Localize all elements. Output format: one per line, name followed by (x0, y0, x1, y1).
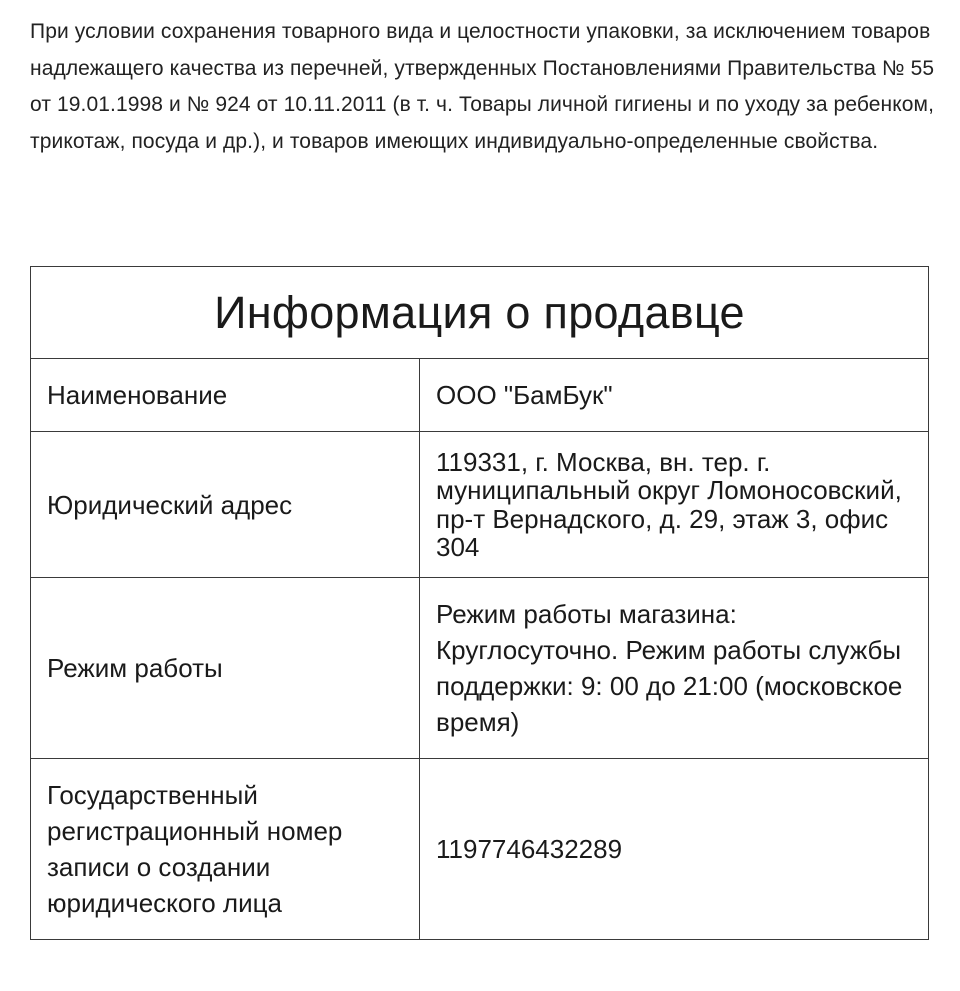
registration-number-label: Государственный регистрационный номер записи о создании юридического лица (31, 759, 420, 940)
working-hours-label: Режим работы (31, 578, 420, 759)
name-value: ООО "БамБук" (420, 359, 929, 432)
name-label: Наименование (31, 359, 420, 432)
seller-info-table (30, 266, 929, 940)
table-row-working-hours (31, 578, 929, 759)
return-conditions-text: При условии сохранения товарного вида и целостности упаковки, за исключением товаров надлежащего качества из перечней, утвержденных Постановлениями Правительства № 55 от 19.01.1998 и № 924 от 10.11.2011 (в т. ч. Товары личной гигиены и по уходу за ребенком, трикотаж, посуда и др.), и товаров имеющих индивидуально-определенные свойства. (30, 20, 935, 153)
legal-address-label: Юридический адрес (31, 432, 420, 578)
table-row-legal-address (31, 432, 929, 578)
working-hours-value: Режим работы магазина: Круглосуточно. Режим работы службы поддержки: 9: 00 до 21:00 (московское время) (420, 578, 929, 759)
registration-number-value: 1197746432289 (420, 759, 929, 940)
table-title-row (31, 267, 929, 359)
table-title: Информация о продавце (31, 267, 929, 359)
table-row-name (31, 359, 929, 432)
table-row-registration-number (31, 759, 929, 940)
legal-address-value: 119331, г. Москва, вн. тер. г. муниципальный округ Ломоносовский, пр-т Вернадского, д. 29, этаж 3, офис 304 (420, 432, 929, 578)
